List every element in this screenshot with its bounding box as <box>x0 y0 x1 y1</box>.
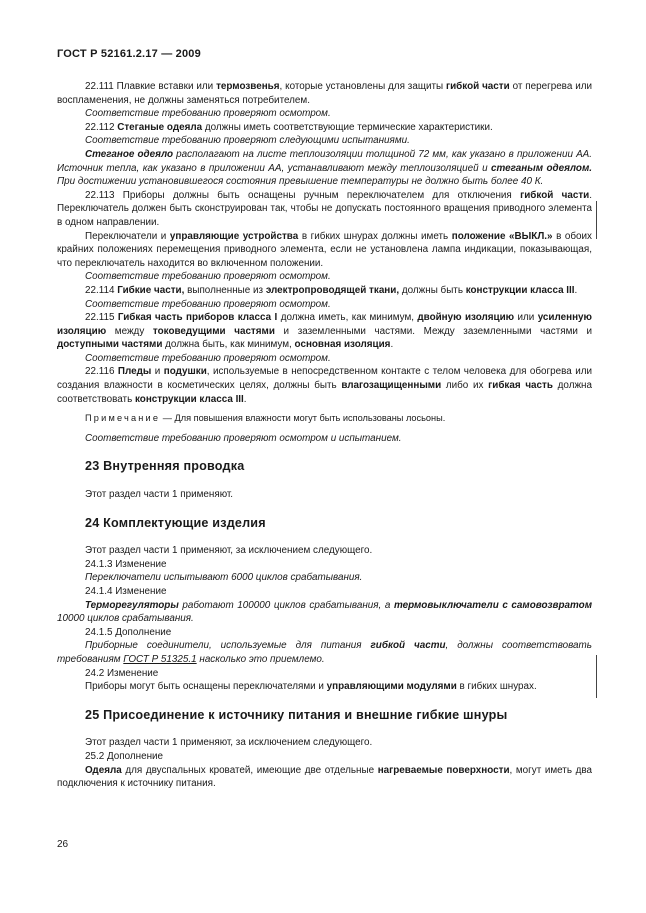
clause-24-1-3-text: Переключатели испытывают 6000 циклов срабатывания. <box>85 572 363 584</box>
note-label: Примечание <box>85 413 161 424</box>
clause-25-2: 25.2 Дополнение <box>85 750 164 762</box>
section-24-heading: 24 Комплектующие изделия <box>85 515 266 530</box>
section-24-intro: Этот раздел части 1 применяют, за исключением следующего. <box>85 545 373 557</box>
standard-reference-link[interactable]: ГОСТ Р 51325.1 <box>123 653 197 665</box>
compliance-note: Соответствие требованию проверяют осмотром. <box>85 298 331 310</box>
clause-24-1-5-text: Приборные соединители, используемые для питания гибкой части, должны соответствовать требованиям ГОСТ Р 51325.1 насколько это приемлемо. <box>57 640 592 665</box>
compliance-note: Соответствие требованию проверяют осмотром и испытанием. <box>85 432 402 444</box>
clause-24-1-4: 24.1.4 Изменение <box>85 586 167 597</box>
paragraph-switches: Переключатели и управляющие устройства в гибких шнурах должны иметь положение «ВЫКЛ.» в обоих крайних положениях перемещения приводного элемента, если не установлена лампа индикации, показывающая, что переключатель находится во включенном положении. <box>57 230 592 269</box>
paragraph-22-115: 22.115 Гибкая часть приборов класса I должна иметь, как минимум, двойную изоляцию или усиленную изоляцию между токоведущими частями и заземленными частями. Между заземленными частями и доступными частями должна быть, как минимум, основная изоляция. <box>57 312 593 351</box>
section-23-text: Этот раздел части 1 применяют. <box>85 489 234 501</box>
page-content <box>57 80 592 791</box>
compliance-note: Соответствие требованию проверяют осмотром. <box>85 108 331 120</box>
change-bar <box>596 201 597 239</box>
document-header: ГОСТ Р 52161.2.17 — 2009 <box>57 48 201 60</box>
compliance-note: Соответствие требованию проверяют следующими испытаниями. <box>85 135 410 147</box>
clause-25-2-text: Одеяла для двуспальных кроватей, имеющие две отдельные нагреваемые поверхности, могут иметь два подключения к источнику питания. <box>57 764 592 790</box>
paragraph-22-114: 22.114 Гибкие части, выполненные из электропроводящей ткани, должны быть конструкции класса III. <box>85 284 578 296</box>
paragraph-22-116: 22.116 Пледы и подушки, используемые в непосредственном контакте с телом человека для обогрева или создания влажности в косметических целях, должны быть влагозащищенными либо их гибкая часть должна соответствовать конструкции класса III. <box>57 366 593 405</box>
clause-24-2: 24.2 Изменение <box>85 667 159 679</box>
paragraph-test-description: Стеганое одеяло располагают на листе теплоизоляции толщиной 72 мм, как указано в приложении АА. Источник тепла, как указано в приложении АА, устанавливают между теплоизоляцией и стеганым одеялом. При достижении установившегося состояния превышение температуры не должно быть более 40 К. <box>57 148 592 188</box>
clause-24-1-5: 24.1.5 Дополнение <box>85 626 172 638</box>
note: Примечание — Для повышения влажности могут быть использованы лосьоны. <box>85 413 446 424</box>
paragraph-22-111: 22.111 Плавкие вставки или термозвенья, которые установлены для защиты гибкой части от перегрева или воспламенения, не должны заменяться потребителем. <box>57 81 592 106</box>
paragraph-22-113: 22.113 Приборы должны быть оснащены ручным переключателем для отключения гибкой части. Переключатель должен быть сконструирован так, чтобы не допускать постоянного вращения приводного элемента в одном направлении. <box>57 189 592 228</box>
section-25-intro: Этот раздел части 1 применяют, за исключением следующего. <box>85 737 373 749</box>
paragraph-22-112: 22.112 Стеганые одеяла должны иметь соответствующие термические характеристики. <box>85 121 493 133</box>
change-bar <box>596 655 597 698</box>
compliance-note: Соответствие требованию проверяют осмотром. <box>85 352 331 364</box>
section-25-heading: 25 Присоединение к источнику питания и внешние гибкие шнуры <box>85 707 508 722</box>
page-number: 26 <box>57 839 69 850</box>
section-23-heading: 23 Внутренняя проводка <box>85 459 245 474</box>
clause-24-1-4-text: Терморегуляторы работают 100000 циклов срабатывания, а термовыключатели с самовозвратом 10000 циклов срабатывания. <box>57 599 593 625</box>
clause-24-1-3: 24.1.3 Изменение <box>85 558 167 570</box>
compliance-note: Соответствие требованию проверяют осмотром. <box>85 271 331 283</box>
clause-24-2-text: Приборы могут быть оснащены переключателями и управляющими модулями в гибких шнурах. <box>85 681 537 693</box>
